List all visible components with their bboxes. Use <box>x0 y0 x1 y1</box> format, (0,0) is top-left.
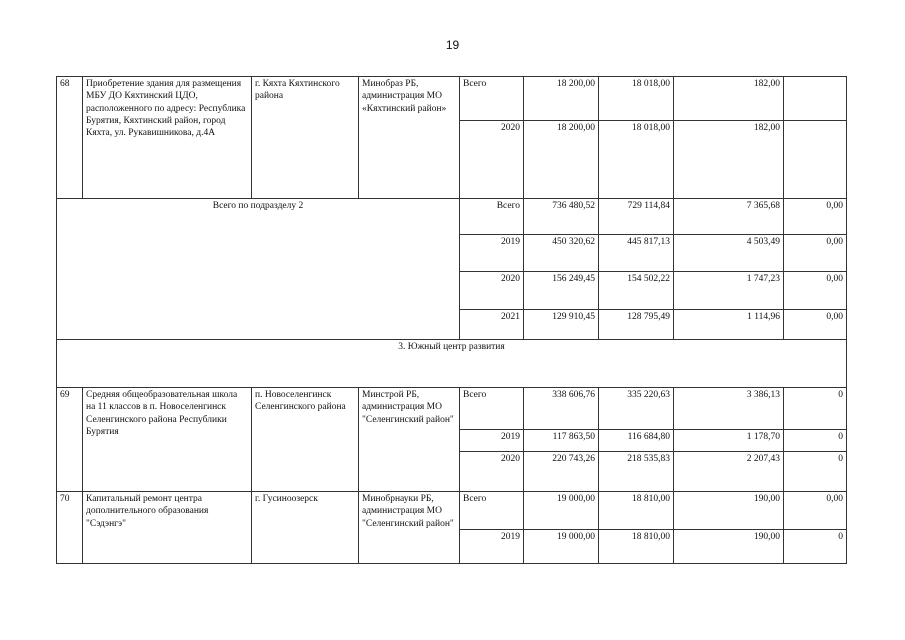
regional-cell: 2 207,43 <box>674 452 784 492</box>
other-cell: 0,00 <box>784 492 847 530</box>
regional-cell: 182,00 <box>674 77 784 121</box>
page-number: 19 <box>445 38 460 52</box>
total-cell: 19 000,00 <box>524 530 599 564</box>
federal-cell: 729 114,84 <box>599 199 674 235</box>
regional-cell: 190,00 <box>674 530 784 564</box>
responsible-69: Минстрой РБ, администрация МО "Селенгинский район" <box>359 388 460 492</box>
federal-cell: 335 220,63 <box>599 388 674 430</box>
period-cell: 2019 <box>460 430 524 452</box>
other-cell: 0,00 <box>784 310 847 340</box>
period-cell: 2020 <box>460 452 524 492</box>
object-name-69: Средняя общеобразовательная школа на 11 классов в п. Новоселенгинск Селенгинского района Республики Бурятия <box>83 388 252 492</box>
other-cell: 0 <box>784 388 847 430</box>
total-cell: 117 863,50 <box>524 430 599 452</box>
section-title: 3. Южный центр развития <box>57 340 847 388</box>
period-cell: 2019 <box>460 235 524 272</box>
other-cell: 0 <box>784 452 847 492</box>
object-location-69: п. Новоселенгинск Селенгинского района <box>252 388 359 492</box>
period-cell: Всего <box>460 77 524 121</box>
other-cell: 0 <box>784 530 847 564</box>
total-cell: 736 480,52 <box>524 199 599 235</box>
federal-cell: 128 795,49 <box>599 310 674 340</box>
period-cell: Всего <box>460 199 524 235</box>
row-number-70: 70 <box>57 492 83 564</box>
period-cell: 2019 <box>460 530 524 564</box>
period-cell: 2020 <box>460 121 524 199</box>
other-cell: 0,00 <box>784 272 847 310</box>
responsible-70: Минобрнауки РБ, администрация МО "Селенгинский район" <box>359 492 460 564</box>
total-cell: 19 000,00 <box>524 492 599 530</box>
other-cell: 0,00 <box>784 199 847 235</box>
total-cell: 129 910,45 <box>524 310 599 340</box>
responsible-68: Минобраз РБ, администрация МО «Кяхтинский район» <box>359 77 460 199</box>
total-cell: 220 743,26 <box>524 452 599 492</box>
row-number-68: 68 <box>57 77 83 199</box>
period-cell: 2020 <box>460 272 524 310</box>
federal-cell: 116 684,80 <box>599 430 674 452</box>
subtotal-label: Всего по подразделу 2 <box>57 199 460 340</box>
federal-cell: 18 018,00 <box>599 121 674 199</box>
total-cell: 18 200,00 <box>524 77 599 121</box>
total-cell: 18 200,00 <box>524 121 599 199</box>
other-cell: 0 <box>784 430 847 452</box>
object-location-68: г. Кяхта Кяхтинского района <box>252 77 359 199</box>
federal-cell: 445 817,13 <box>599 235 674 272</box>
regional-cell: 7 365,68 <box>674 199 784 235</box>
period-cell: Всего <box>460 492 524 530</box>
table-row <box>57 199 847 235</box>
federal-cell: 18 018,00 <box>599 77 674 121</box>
federal-cell: 18 810,00 <box>599 492 674 530</box>
regional-cell: 190,00 <box>674 492 784 530</box>
regional-cell: 182,00 <box>674 121 784 199</box>
object-name-70: Капитальный ремонт центра дополнительного образования "Сэдэнгэ" <box>83 492 252 564</box>
regional-cell: 1 747,23 <box>674 272 784 310</box>
federal-cell: 218 535,83 <box>599 452 674 492</box>
federal-cell: 154 502,22 <box>599 272 674 310</box>
regional-cell: 1 114,96 <box>674 310 784 340</box>
table-row <box>57 77 847 121</box>
total-cell: 450 320,62 <box>524 235 599 272</box>
object-location-70: г. Гусиноозерск <box>252 492 359 564</box>
other-cell <box>784 77 847 121</box>
row-number-69: 69 <box>57 388 83 492</box>
period-cell: 2021 <box>460 310 524 340</box>
object-name-68: Приобретение здания для размещения МБУ ДО Кяхтинский ЦДО, расположенного по адресу: Республика Бурятия, Кяхтинский район, город Кяхта, ул. Рукавишникова, д.4А <box>83 77 252 199</box>
regional-cell: 4 503,49 <box>674 235 784 272</box>
regional-cell: 3 386,13 <box>674 388 784 430</box>
period-cell: Всего <box>460 388 524 430</box>
total-cell: 338 606,76 <box>524 388 599 430</box>
investment-table <box>56 76 847 564</box>
table-row <box>57 492 847 530</box>
total-cell: 156 249,45 <box>524 272 599 310</box>
table-row <box>57 388 847 430</box>
other-cell: 0,00 <box>784 235 847 272</box>
section-row <box>57 340 847 388</box>
other-cell <box>784 121 847 199</box>
federal-cell: 18 810,00 <box>599 530 674 564</box>
regional-cell: 1 178,70 <box>674 430 784 452</box>
